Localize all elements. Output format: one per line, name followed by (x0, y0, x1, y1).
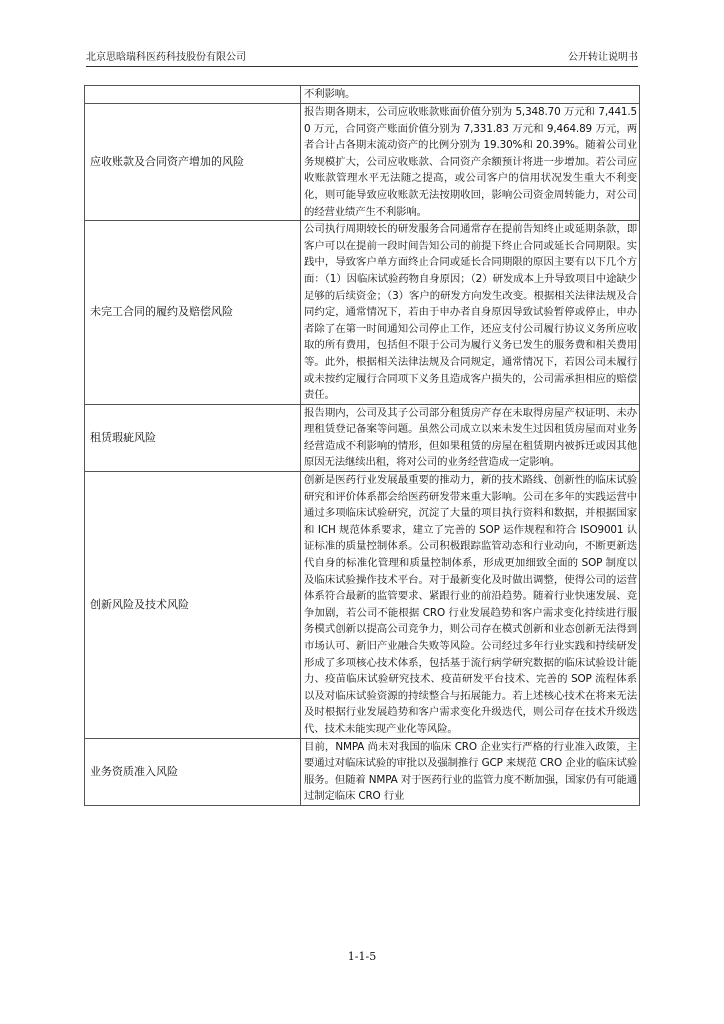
risk-name (85, 86, 301, 104)
risk-name: 未完工合同的履约及赔偿风险 (85, 221, 301, 405)
page-header (86, 50, 638, 67)
company-name: 北京思晗瑞科医药科技股份有限公司 (86, 52, 246, 63)
risk-description: 目前，NMPA 尚未对我国的临床 CRO 企业实行严格的行业准入政策，主要通过对临床试验的审批以及强制推行 GCP 来规范 CRO 企业的临床试验服务。但随着 NMPA 对于医药行业的监管力度不断加强，国家仍有可能通过制定临床 CRO 行业 (301, 738, 640, 805)
risk-name: 业务资质准入风险 (85, 738, 301, 805)
document-title: 公开转让说明书 (568, 52, 638, 63)
risk-name: 租赁瑕疵风险 (85, 404, 301, 471)
table-row (85, 86, 640, 104)
risk-description: 不利影响。 (301, 86, 640, 104)
risk-description: 报告期各期末，公司应收账款账面价值分别为 5,348.70 万元和 7,441.50 万元，合同资产账面价值分别为 7,331.83 万元和 9,464.89 万元，两者合计占各期末流动资产的比例分别为 19.30%和 20.39%。随着公司业务规模扩大，公司应收账款、合同资产余额预计将进一步增加。若公司应收账款管理水平无法随之提高，或公司客户的信用状况发生重大不利变化，则可能导致应收账款无法按期收回，影响公司资金周转能力，对公司的经营业绩产生不利影响。 (301, 104, 640, 221)
table-row (85, 221, 640, 405)
risk-name: 应收账款及合同资产增加的风险 (85, 104, 301, 221)
risk-description: 创新是医药行业发展最重要的推动力，新的技术路线、创新性的临床试验研究和评价体系都会给医药研发带来重大影响。公司在多年的实践运营中通过多项临床试验研究，沉淀了大量的项目执行资料和数据，并根据国家和 ICH 规范体系要求，建立了完善的 SOP 运作规程和符合 ISO9001 认证标准的质量控制体系。公司积极跟踪监管动态和行业动向，不断更新迭代自身的标准化管理和质量控制体系，形成更加细致全面的 SOP 制度以及临床试验操作技术平台。对于最新变化及时做出调整，使得公司的运营体系符合最新的监管要求、紧跟行业的前沿趋势。随着行业快速发展、竞争加剧，若公司不能根据 CRO 行业发展趋势和客户需求变化持续进行服务模式创新以提高公司竞争力，则公司存在模式创新和业态创新无法得到市场认可、新旧产业融合失败等风险。公司经过多年行业实践和持续研发形成了多项核心技术体系，包括基于流行病学研究数据的临床试验设计能力、疫苗临床试验研究技术、疫苗研发平台技术、完善的 SOP 流程体系以及对临床试验资源的持续整合与拓展能力。若上述核心技术在将来无法及时根据行业发展趋势和客户需求变化升级迭代，则公司存在技术升级迭代、技术未能实现产业化等风险。 (301, 472, 640, 739)
table-row (85, 404, 640, 471)
risk-table (84, 85, 640, 806)
risk-description: 报告期内，公司及其子公司部分租赁房产存在未取得房屋产权证明、未办理租赁登记备案等问题。虽然公司成立以来未发生过因租赁房屋而对业务经营造成不利影响的情形，但如果租赁的房屋在租赁期内被拆迁或因其他原因无法继续出租，将对公司的业务经营造成一定影响。 (301, 404, 640, 471)
risk-description: 公司执行周期较长的研发服务合同通常存在提前告知终止或延期条款，即客户可以在提前一段时间告知公司的前提下终止合同或延长合同期限。实践中，导致客户单方面终止合同或延长合同期限的原因主要有以下几个方面：（1）因临床试验药物自身原因；（2）研发成本上升导致项目中途缺少足够的后续资金；（3）客户的研发方向发生改变。根据相关法律法规及合同约定，通常情况下，若由于申办者自身原因导致试验暂停或停止，申办者除了在第一时间通知公司停止工作，还应支付公司履行协议义务所应收取的所有费用，包括但不限于公司为履行义务已发生的服务费和相关费用等。此外，根据相关法律法规及合同规定，通常情况下，若因公司未履行或未按约定履行合同项下义务且造成客户损失的，公司需承担相应的赔偿责任。 (301, 221, 640, 405)
table-row (85, 104, 640, 221)
risk-name: 创新风险及技术风险 (85, 472, 301, 739)
table-row (85, 472, 640, 739)
page-number: 1-1-5 (347, 950, 377, 963)
table-row (85, 738, 640, 805)
